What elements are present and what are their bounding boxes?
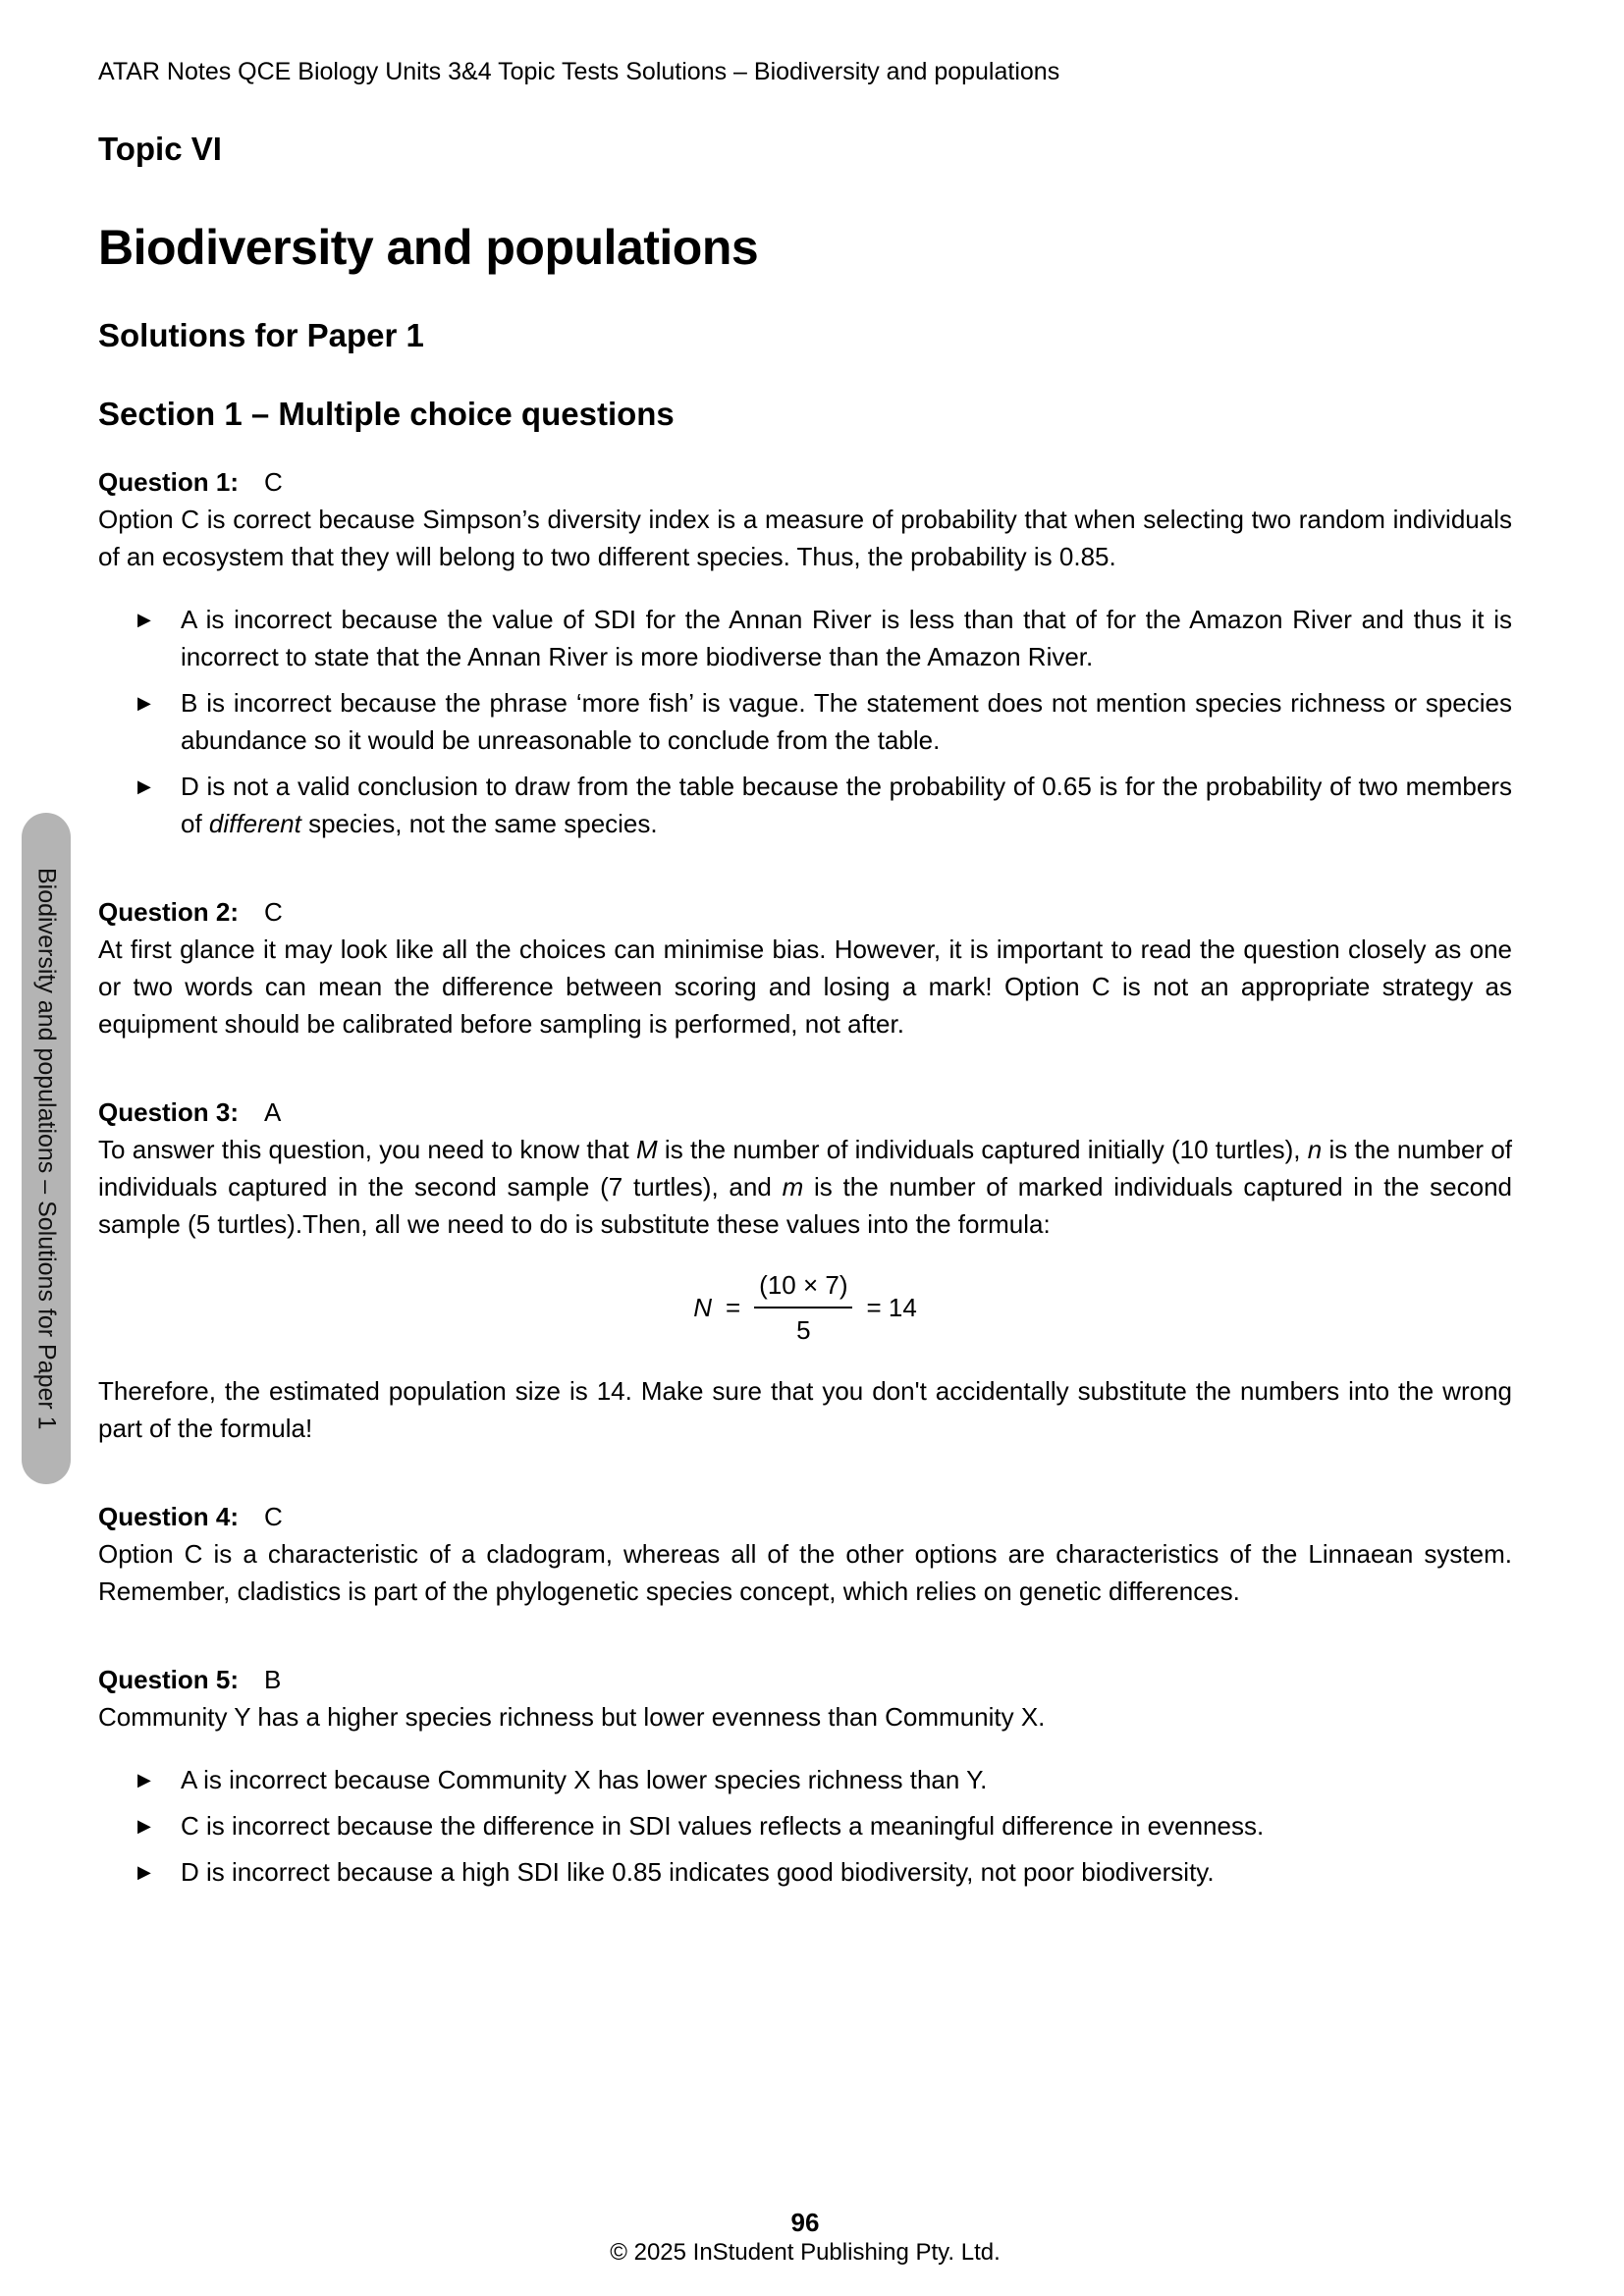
- bullet-text: C is incorrect because the difference in SDI values reflects a meaningful difference in evenness.: [181, 1811, 1265, 1841]
- question-2-heading: [98, 893, 1512, 931]
- fraction-numerator: (10 × 7): [754, 1268, 852, 1308]
- question-5-answer: B: [264, 1665, 282, 1694]
- bullet-text: A is incorrect because the value of SDI for the Annan River is less than that of for the Amazon River and thus it is incorrect to state that the Annan River is more biodiverse than the Amazon River.: [181, 605, 1512, 671]
- question-5-explanation: Community Y has a higher species richness but lower evenness than Community X.: [98, 1702, 1046, 1732]
- bullet-item: [137, 768, 1512, 842]
- triangle-bullet-icon: ▶: [137, 1770, 151, 1789]
- bullet-item: [137, 684, 1512, 759]
- page-title: Biodiversity and populations: [98, 220, 759, 275]
- question-2-label: Question 2:: [98, 897, 240, 927]
- page-number: 96: [790, 2208, 820, 2237]
- bullet-text: D is incorrect because a high SDI like 0.85 indicates good biodiversity, not poor biodiversity.: [181, 1857, 1215, 1887]
- formula: [98, 1268, 1512, 1347]
- question-5-label: Question 5:: [98, 1665, 240, 1694]
- question-3-explanation: To answer this question, you need to know that M is the number of individuals captured initially (10 turtles), n is the number of individuals captured in the second sample (7 turtles), and m is the number of marked individuals captured in the second sample (5 turtles).Then, all we need to do is substitute these values into the formula:: [98, 1135, 1512, 1239]
- question-block-4: [98, 1498, 1512, 1610]
- triangle-bullet-icon: ▶: [137, 693, 151, 713]
- fraction-denominator: 5: [796, 1315, 811, 1345]
- question-1-label: Question 1:: [98, 467, 240, 497]
- question-3-label: Question 3:: [98, 1097, 240, 1127]
- question-block-3: [98, 1094, 1512, 1447]
- question-3-answer: A: [264, 1097, 282, 1127]
- question-2-explanation: At first glance it may look like all the choices can minimise bias. However, it is important to read the question closely as one or two words can mean the difference between scoring and losing a mark! Option C is not an appropriate strategy as equipment should be calibrated before sampling is performed, not after.: [98, 934, 1512, 1039]
- sidebar-tab: [22, 813, 71, 1484]
- bullet-item: [137, 1761, 1512, 1798]
- question-3-conclusion: Therefore, the estimated population size is 14. Make sure that you don't accidentally substitute the numbers into the wrong part of the formula!: [98, 1376, 1512, 1443]
- bullet-text: D is not a valid conclusion to draw from the table because the probability of 0.65 is for the probability of two members of different species, not the same species.: [181, 772, 1512, 838]
- copyright-line: © 2025 InStudent Publishing Pty. Ltd.: [610, 2239, 1001, 2266]
- question-3-heading: [98, 1094, 1512, 1131]
- question-block-5: [98, 1661, 1512, 1891]
- question-block-1: [98, 463, 1512, 842]
- triangle-bullet-icon: ▶: [137, 610, 151, 629]
- bullet-item: [137, 1853, 1512, 1891]
- running-header: ATAR Notes QCE Biology Units 3&4 Topic Tests Solutions – Biodiversity and populations: [98, 58, 1060, 85]
- sidebar-tab-label: Biodiversity and populations – Solutions for Paper 1: [32, 867, 61, 1430]
- question-5-heading: [98, 1661, 1512, 1698]
- bullet-text: B is incorrect because the phrase ‘more fish’ is vague. The statement does not mention species richness or species abundance so it would be unreasonable to conclude from the table.: [181, 688, 1512, 755]
- triangle-bullet-icon: ▶: [137, 1862, 151, 1882]
- content-column: [98, 57, 1512, 1891]
- formula-variable: N: [693, 1293, 712, 1322]
- formula-equals: =: [725, 1293, 741, 1322]
- question-4-label: Question 4:: [98, 1502, 240, 1531]
- bullet-item: [137, 601, 1512, 675]
- triangle-bullet-icon: ▶: [137, 1816, 151, 1836]
- fraction: [754, 1268, 852, 1347]
- bullet-item: [137, 1807, 1512, 1844]
- question-block-2: [98, 893, 1512, 1042]
- question-2-answer: C: [264, 897, 283, 927]
- bullet-text: A is incorrect because Community X has lower species richness than Y.: [181, 1765, 988, 1794]
- question-1-answer: C: [264, 467, 283, 497]
- question-5-bullet-list: [137, 1761, 1512, 1891]
- section-heading: Section 1 – Multiple choice questions: [98, 396, 675, 432]
- question-4-explanation: Option C is a characteristic of a cladogram, whereas all of the other options are characteristics of the Linnaean system. Remember, cladistics is part of the phylogenetic species concept, which relies on genetic differences.: [98, 1539, 1512, 1606]
- topic-label: Topic VI: [98, 131, 222, 167]
- question-4-heading: [98, 1498, 1512, 1535]
- triangle-bullet-icon: ▶: [137, 776, 151, 796]
- formula-result: = 14: [866, 1293, 917, 1322]
- question-1-heading: [98, 463, 1512, 501]
- page-footer: [98, 2207, 1512, 2268]
- question-1-explanation: Option C is correct because Simpson’s diversity index is a measure of probability that when selecting two random individuals of an ecosystem that they will belong to two different species. Thus, the probability is 0.85.: [98, 505, 1512, 571]
- question-1-bullet-list: [137, 601, 1512, 842]
- subtitle: Solutions for Paper 1: [98, 317, 424, 353]
- question-4-answer: C: [264, 1502, 283, 1531]
